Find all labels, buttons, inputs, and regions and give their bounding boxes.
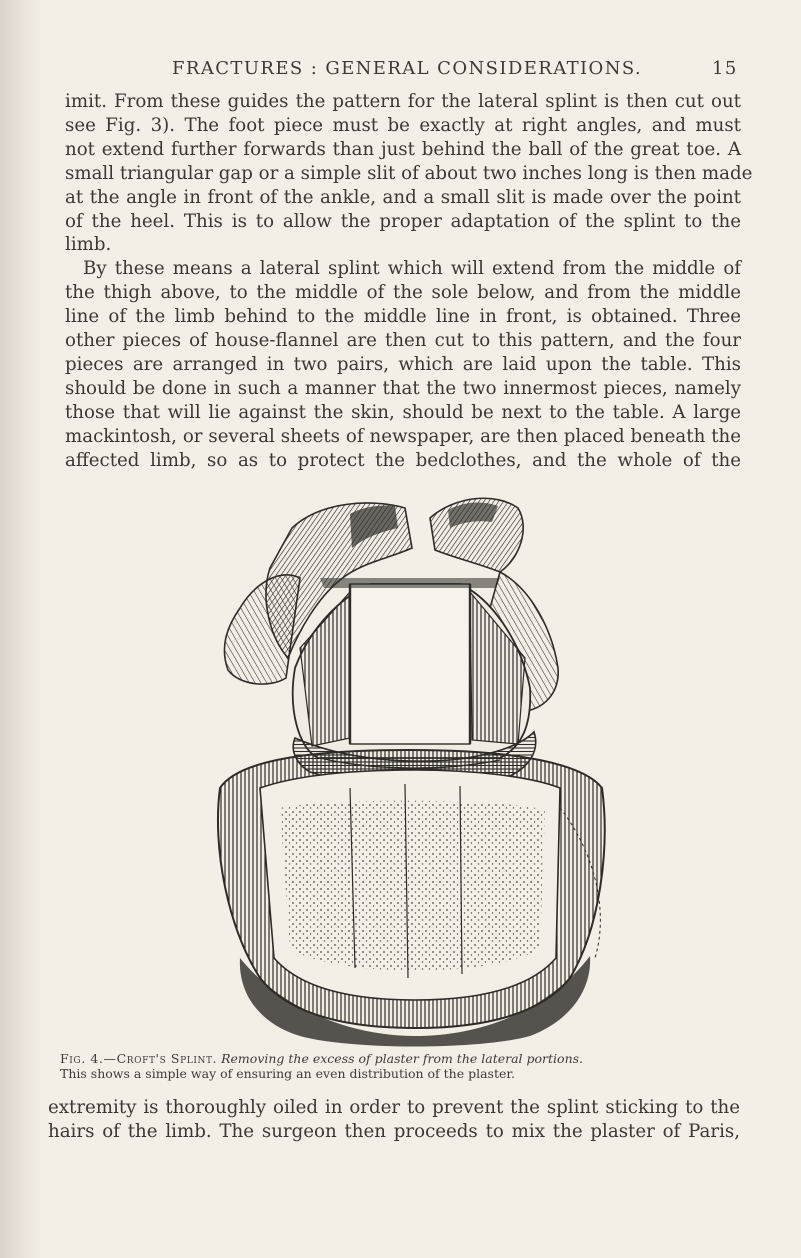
figure-caption — [60, 1052, 760, 1081]
caption-italic-description: Removing the excess of plaster from the lateral portions. — [221, 1051, 584, 1066]
caption-figure-label: Fig. 4.—Croft's Splint. — [60, 1051, 218, 1066]
text-line: see Fig. 3). The foot piece must be exactly at right angles, and must — [65, 114, 741, 136]
text-line: those that will lie against the skin, should be next to the table. A large — [65, 401, 741, 423]
body-text-bottom — [48, 1096, 740, 1144]
text-line: imit. From these guides the pattern for the lateral splint is then cut out — [65, 91, 741, 112]
text-line: not extend further forwards than just behind the ball of the great toe. A — [65, 138, 741, 160]
text-line: hairs of the limb. The surgeon then proceeds to mix the plaster of Paris, — [48, 1120, 740, 1142]
text-line: small triangular gap or a simple slit of about two inches long is then made — [65, 162, 753, 184]
text-line: of the heel. This is to allow the proper adaptation of the splint to the — [65, 210, 741, 232]
plaster-basin-drawing — [218, 750, 605, 1047]
page-gutter-shadow — [0, 0, 42, 1258]
caption-line-1 — [60, 1052, 760, 1067]
body-text-top — [65, 90, 753, 473]
caption-line-2: This shows a simple way of ensuring an even distribution of the plaster. — [60, 1065, 515, 1081]
text-line: should be done in such a manner that the two innermost pieces, namely — [65, 377, 741, 399]
text-line: other pieces of house-flannel are then cut to this pattern, and the four — [65, 330, 741, 352]
splint-engraving-illustration — [200, 488, 632, 1048]
text-line: affected limb, so as to protect the bedclothes, and the whole of the — [65, 449, 741, 471]
text-line: pieces are arranged in two pairs, which are laid upon the table. This — [65, 353, 741, 375]
text-line: at the angle in front of the ankle, and a small slit is made over the point — [65, 186, 741, 208]
text-line: the thigh above, to the middle of the sole below, and from the middle — [65, 282, 741, 304]
text-line: mackintosh, or several sheets of newspaper, are then placed beneath the — [65, 425, 741, 447]
page-number: 15 — [712, 58, 738, 79]
running-head-title: FRACTURES : GENERAL CONSIDERATIONS. — [172, 58, 643, 79]
text-line: line of the limb behind to the middle line in front, is obtained. Three — [65, 306, 741, 328]
text-line: By these means a lateral splint which will extend from the middle of — [83, 258, 741, 280]
text-line: limb. — [65, 234, 112, 256]
text-line: extremity is thoroughly oiled in order to prevent the splint sticking to the — [48, 1097, 740, 1118]
